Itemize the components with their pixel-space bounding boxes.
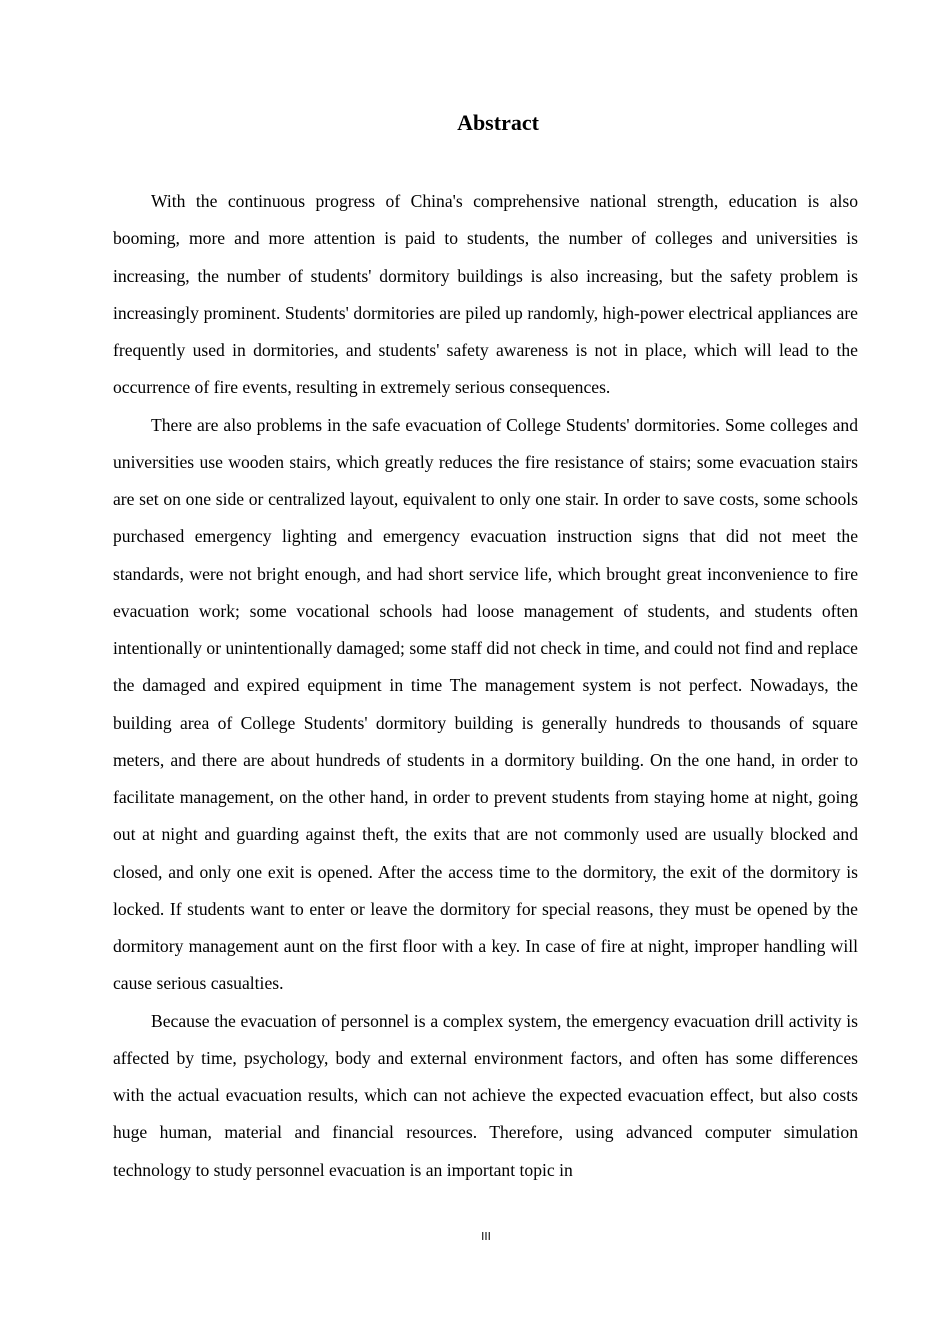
abstract-body	[113, 183, 858, 1189]
paragraph-3: Because the evacuation of personnel is a complex system, the emergency evacuation drill activity is affected by time, psychology, body and external environment factors, and often has some differences with the actual evacuation results, which can not achieve the expected evacuation effect, but also costs huge human, material and financial resources. Therefore, using advanced computer simulation technology to study personnel evacuation is an important topic in	[113, 1010, 858, 1180]
page-number: III	[481, 1230, 491, 1243]
paragraph-1: With the continuous progress of China's comprehensive national strength, education is also booming, more and more attention is paid to students, the number of colleges and universities is increasing, the number of students' dormitory buildings is also increasing, but the safety problem is increasingly prominent. Students' dormitories are piled up randomly, high-power electrical appliances are frequently used in dormitories, and students' safety awareness is not in place, which will lead to the occurrence of fire events, resulting in extremely serious consequences.	[113, 191, 858, 398]
abstract-title: Abstract	[457, 110, 539, 135]
paragraph-2: There are also problems in the safe evacuation of College Students' dormitories. Some colleges and universities use wooden stairs, which greatly reduces the fire resistance of stairs; some evacuation stairs are set on one side or centralized layout, equivalent to only one stair. In order to save costs, some schools purchased emergency lighting and emergency evacuation instruction signs that did not meet the standards, were not bright enough, and had short service life, which brought great inconvenience to fire evacuation work; some vocational schools had loose management of students, and students often intentionally or unintentionally damaged; some staff did not check in time, and could not find and replace the damaged and expired equipment in time The management system is not perfect. Nowadays, the building area of College Students' dormitory building is generally hundreds to thousands of square meters, and there are about hundreds of students in a dormitory building. On the one hand, in order to facilitate management, on the other hand, in order to prevent students from staying home at night, going out at night and guarding against theft, the exits that are not commonly used are usually blocked and closed, and only one exit is opened. After the access time to the dormitory, the exit of the dormitory is locked. If students want to enter or leave the dormitory for special reasons, they must be opened by the dormitory management aunt on the first floor with a key. In case of fire at night, improper handling will cause serious casualties.	[113, 414, 858, 994]
